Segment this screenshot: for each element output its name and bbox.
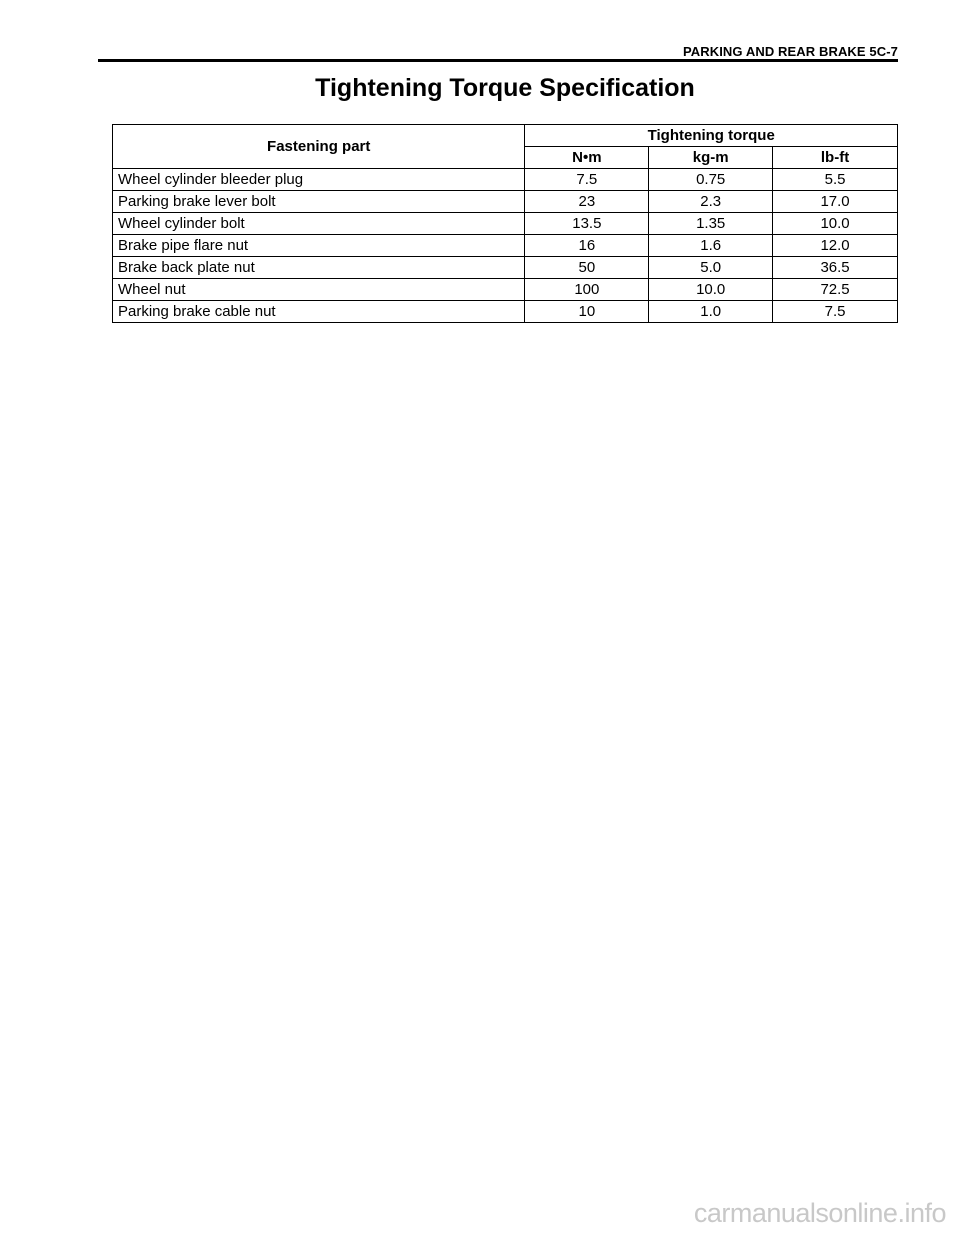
header-fastening-part: Fastening part: [113, 125, 525, 169]
header-unit-nm: N•m: [525, 147, 649, 169]
cell-part: Parking brake cable nut: [113, 301, 525, 323]
cell-kgm: 10.0: [649, 279, 773, 301]
table-row: [113, 235, 898, 257]
cell-lbft: 12.0: [773, 235, 898, 257]
page-title: Tightening Torque Specification: [315, 74, 695, 102]
cell-kgm: 1.6: [649, 235, 773, 257]
cell-lbft: 5.5: [773, 169, 898, 191]
cell-kgm: 0.75: [649, 169, 773, 191]
cell-part: Wheel cylinder bolt: [113, 213, 525, 235]
cell-nm: 100: [525, 279, 649, 301]
table-row: [113, 257, 898, 279]
table-row: [113, 279, 898, 301]
cell-lbft: 7.5: [773, 301, 898, 323]
table-row: [113, 301, 898, 323]
running-header: PARKING AND REAR BRAKE 5C-7: [682, 44, 898, 59]
cell-part: Brake pipe flare nut: [113, 235, 525, 257]
table-row: [113, 213, 898, 235]
cell-lbft: 72.5: [773, 279, 898, 301]
cell-nm: 7.5: [525, 169, 649, 191]
header-unit-kgm: kg-m: [649, 147, 773, 169]
header-tightening-torque: Tightening torque: [525, 125, 898, 147]
cell-kgm: 5.0: [649, 257, 773, 279]
cell-lbft: 10.0: [773, 213, 898, 235]
cell-kgm: 1.0: [649, 301, 773, 323]
table-row: [113, 169, 898, 191]
cell-nm: 23: [525, 191, 649, 213]
torque-table: [112, 124, 898, 323]
cell-lbft: 17.0: [773, 191, 898, 213]
cell-part: Brake back plate nut: [113, 257, 525, 279]
cell-part: Wheel nut: [113, 279, 525, 301]
watermark: carmanualsonline.info: [693, 1198, 946, 1228]
cell-lbft: 36.5: [773, 257, 898, 279]
cell-nm: 16: [525, 235, 649, 257]
cell-kgm: 1.35: [649, 213, 773, 235]
cell-part: Parking brake lever bolt: [113, 191, 525, 213]
cell-nm: 13.5: [525, 213, 649, 235]
cell-nm: 10: [525, 301, 649, 323]
header-rule: [98, 59, 898, 62]
cell-kgm: 2.3: [649, 191, 773, 213]
header-unit-lbft: lb-ft: [773, 147, 898, 169]
cell-nm: 50: [525, 257, 649, 279]
table-row: [113, 191, 898, 213]
cell-part: Wheel cylinder bleeder plug: [113, 169, 525, 191]
